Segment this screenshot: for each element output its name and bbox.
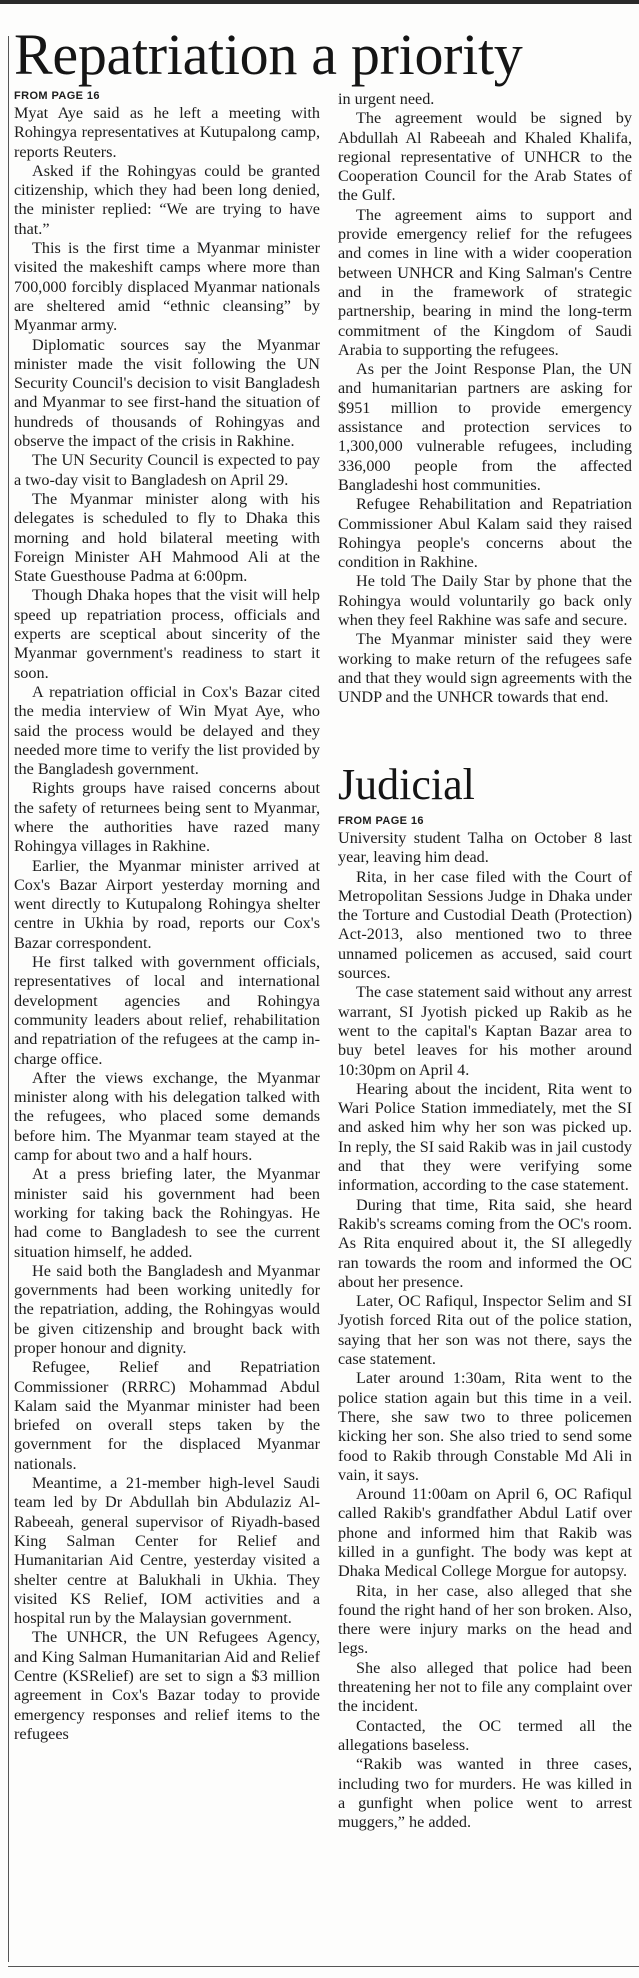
paragraph: As per the Joint Response Plan, the UN and humanitarian partners are asking for $951 million to provide emergency assistance and protection services to 1,300,000 vulnerable refugees, including 336,000 people from the affected Bangladeshi host communities.	[338, 360, 632, 494]
paragraph: Earlier, the Myanmar minister arrived at Cox's Bazar Airport yesterday morning and went directly to Kutupalong Rohingya shelter centre in Ukhia by road, reports our Cox's Bazar correspondent.	[14, 856, 320, 952]
headline-repatriation: Repatriation a priority	[14, 22, 523, 87]
paragraph: He said both the Bangladesh and Myanmar governments had been working unitedly for the repatriation, adding, the Rohingyas would be given citizenship and brought back with proper honour and dignity.	[14, 1261, 320, 1357]
left-column-rule	[8, 36, 9, 1962]
paragraph: “Rakib was wanted in three cases, including two for murders. He was killed in a gunfight when police went to arrest muggers,” he added.	[338, 1755, 632, 1832]
paragraph: A repatriation official in Cox's Bazar cited the media interview of Win Myat Aye, who said the process would be delayed and they needed more time to verify the list provided by the Bangladesh government.	[14, 682, 320, 779]
paragraph: Refugee, Relief and Repatriation Commissioner (RRRC) Mohammad Abdul Kalam said the Myanmar minister had been briefed on overall steps taken by the government for the displaced Myanmar nationals.	[14, 1358, 320, 1473]
paragraph: After the views exchange, the Myanmar minister along with his delegation talked with the refugees, who placed some demands before him. The Myanmar team stayed at the camp for about two and a half hours.	[14, 1068, 320, 1165]
paragraph: in urgent need.	[338, 90, 435, 108]
paragraph: The agreement would be signed by Abdullah Al Rabeeah and Khaled Khalifa, regional representative of UNHCR to the Cooperation Council for the Arab States of the Gulf.	[338, 109, 632, 205]
paragraph: Rights groups have raised concerns about the safety of returnees being sent to Myanmar, where the authorities have razed many Rohingya villages in Rakhine.	[14, 779, 320, 856]
paragraph: Rita, in her case, also alleged that she found the right hand of her son broken. Also, there were injury marks on the head and legs.	[338, 1581, 632, 1658]
paragraph: Contacted, the OC termed all the allegations baseless.	[338, 1716, 632, 1754]
paragraph: Rita, in her case filed with the Court of Metropolitan Sessions Judge in Dhaka under the Torture and Custodial Death (Protection) Act-2013, also mentioned two to three unnamed policemen as accused, said court sources.	[338, 867, 632, 983]
paragraph: Myat Aye said as he left a meeting with Rohingya representatives at Kutupalong camp, reports Reuters.	[14, 104, 320, 161]
top-rule	[0, 0, 639, 4]
paragraph: Around 11:00am on April 6, OC Rafiqul called Rakib's grandfather Abdul Latif over phone and informed him that Rakib was killed in a gunfight. The body was kept at Dhaka Medical College Morgue for autopsy.	[338, 1485, 632, 1581]
paragraph: Though Dhaka hopes that the visit will help speed up repatriation process, officials and experts are sceptical about sincerity of the Myanmar government's readiness to start it soon.	[14, 586, 320, 682]
paragraph: Diplomatic sources say the Myanmar minister made the visit following the UN Security Council's decision to visit Bangladesh and Myanmar to see first-hand the situation of hundreds of thousands of Rohingyas and observe the impact of the crisis in Rakhine.	[14, 335, 320, 451]
from-page-label: FROM PAGE 16	[338, 815, 424, 827]
paragraph: The Myanmar minister said they were working to make return of the refugees safe and that they would sign agreements with the UNDP and the UNHCR towards that end.	[338, 630, 632, 707]
paragraph: Meantime, a 21-member high-level Saudi team led by Dr Abdullah bin Abdulaziz Al-Rabeeah, general supervisor of Riyadh-based King Salman Center for Relief and Humanitarian Aid Centre, yesterday visited a shelter centre at Balukhali in Ukhia. They visited KS Relief, IOM activities and a hospital run by the Malaysian government.	[14, 1474, 320, 1628]
headline-judicial: Judicial	[338, 760, 475, 809]
paragraph: This is the first time a Myanmar minister visited the makeshift camps where more than 700,000 forcibly displaced Myanmar nationals are sheltered amid “ethnic cleansing” by Myanmar army.	[14, 239, 320, 335]
paragraph: During that time, Rita said, she heard Rakib's screams coming from the OC's room. As Rita enquired about it, the SI allegedly ran towards the room and informed the OC about her presence.	[338, 1195, 633, 1291]
paragraph: The case statement said without any arrest warrant, SI Jyotish picked up Rakib as he went to the capital's Kaptan Bazar area to buy betel leaves for his mother around 10:30pm on April 4.	[338, 983, 632, 1079]
article-column-1	[14, 90, 320, 1744]
paragraph: The UN Security Council is expected to pay a two-day visit to Bangladesh on April 29.	[14, 451, 320, 489]
paragraph: He told The Daily Star by phone that the Rohingya would voluntarily go back only when they feel Rakhine was safe and secure.	[338, 572, 632, 630]
paragraph: Later, OC Rafiqul, Inspector Selim and SI Jyotish forced Rita out of the police station, saying that her son was not there, says the case statement.	[338, 1292, 632, 1369]
paragraph: The agreement aims to support and provide emergency relief for the refugees and comes in line with a wider cooperation between UNHCR and King Salman's Centre and in the framework of strategic partnership, bearing in mind the long-term commitment of the Kingdom of Saudi Arabia to supporting the refugees.	[338, 205, 632, 359]
paragraph: The Myanmar minister along with his delegates is scheduled to fly to Dhaka this morning and hold bilateral meeting with Foreign Minister AH Mahmood Ali at the State Guesthouse Padma at 6:00pm.	[14, 489, 320, 586]
paragraph: Refugee Rehabilitation and Repatriation Commissioner Abul Kalam said they raised Rohingya people's concerns about the condition in Rakhine.	[338, 495, 632, 572]
paragraph: University student Talha on October 8 last year, leaving him dead.	[338, 829, 632, 867]
bottom-rule	[8, 1966, 639, 1967]
paragraph: She also alleged that police had been threatening her not to file any complaint over the incident.	[338, 1658, 632, 1716]
paragraph: At a press briefing later, the Myanmar minister said his government had been working for taking back the Rohingyas. He had come to Bangladesh to see the current situation himself, he added.	[14, 1165, 320, 1261]
from-page-label: FROM PAGE 16	[14, 90, 100, 102]
article-column-2	[338, 90, 632, 708]
paragraph: Asked if the Rohingyas could be granted citizenship, which they had been long denied, the minister replied: “We are trying to have that.”	[14, 161, 320, 238]
article-column-3	[338, 815, 632, 1832]
paragraph: He first talked with government officials, representatives of local and international development agencies and Rohingya community leaders about relief, rehabilitation and repatriation of the refugees at the camp in-charge office.	[14, 953, 320, 1068]
paragraph: The UNHCR, the UN Refugees Agency, and King Salman Humanitarian Aid and Relief Centre (KSRelief) are set to sign a $3 million agreement in Cox's Bazar today to provide emergency responses and relief items to the refugees	[14, 1628, 320, 1743]
paragraph: Hearing about the incident, Rita went to Wari Police Station immediately, met the SI and asked him why her son was picked up. In reply, the SI said Rakib was in jail custody and that they were verifying some information, according to the case statement.	[338, 1079, 632, 1195]
paragraph: Later around 1:30am, Rita went to the police station again but this time in a veil. There, she saw two to three policemen kicking her son. She also tried to send some food to Rakib through Constable Md Ali in vain, it says.	[338, 1369, 632, 1484]
